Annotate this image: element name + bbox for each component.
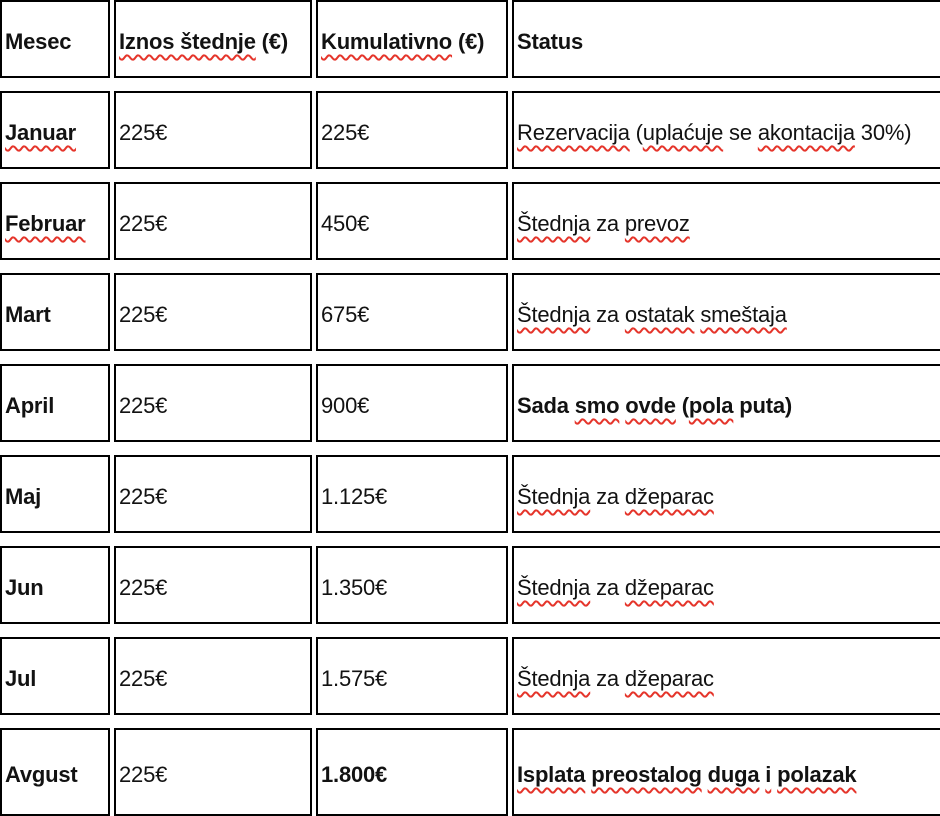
- cell-month-jun: [0, 546, 110, 624]
- cell-cumulative: [316, 455, 508, 533]
- month-label: April: [5, 393, 55, 418]
- month-label: Avgust: [5, 762, 78, 787]
- status-text: Štednja za prevoz: [517, 211, 690, 236]
- cell-month-april: [0, 364, 110, 442]
- cell-status-final: [512, 728, 940, 816]
- cumulative-value: 1.350€: [321, 575, 388, 600]
- amount-value: 225€: [119, 211, 168, 236]
- cumulative-value: 900€: [321, 393, 370, 418]
- amount-value: 225€: [119, 393, 168, 418]
- header-cell-mesec: [0, 0, 110, 78]
- header-label: Status: [517, 29, 584, 54]
- amount-value: 225€: [119, 302, 168, 327]
- month-label: Februar: [5, 211, 86, 236]
- status-text: Rezervacija (uplaćuje se akontacija 30%): [517, 120, 912, 145]
- cell-status: [512, 91, 940, 169]
- cell-status: [512, 273, 940, 351]
- header-label: Mesec: [5, 29, 72, 54]
- cell-cumulative: [316, 273, 508, 351]
- cell-cumulative: [316, 546, 508, 624]
- header-label-misspelled: Kumulativno: [321, 29, 453, 54]
- cell-cumulative-total: [316, 728, 508, 816]
- cell-month-jul: [0, 637, 110, 715]
- cell-amount: [114, 364, 312, 442]
- cumulative-value: 1.575€: [321, 666, 388, 691]
- cell-cumulative: [316, 637, 508, 715]
- amount-value: 225€: [119, 575, 168, 600]
- status-text: Štednja za džeparac: [517, 666, 714, 691]
- header-label: (€): [452, 29, 485, 54]
- status-text: Sada smo ovde (pola puta): [517, 393, 792, 418]
- month-label: Mart: [5, 302, 51, 327]
- status-text: Isplata preostalog duga i polazak: [517, 762, 857, 787]
- header-cell-iznos-stednje: [114, 0, 312, 78]
- amount-value: 225€: [119, 762, 168, 787]
- month-label: Januar: [5, 120, 76, 145]
- month-label: Jul: [5, 666, 37, 691]
- amount-value: 225€: [119, 120, 168, 145]
- cell-status: [512, 455, 940, 533]
- cumulative-value: 225€: [321, 120, 370, 145]
- amount-value: 225€: [119, 666, 168, 691]
- cell-month-maj: [0, 455, 110, 533]
- cumulative-value: 675€: [321, 302, 370, 327]
- month-label: Jun: [5, 575, 44, 600]
- cell-amount: [114, 637, 312, 715]
- cell-amount: [114, 546, 312, 624]
- cell-amount: [114, 182, 312, 260]
- cell-status: [512, 637, 940, 715]
- cell-amount: [114, 728, 312, 816]
- cell-month-avgust: [0, 728, 110, 816]
- cell-status: [512, 182, 940, 260]
- month-label: Maj: [5, 484, 42, 509]
- status-text: Štednja za džeparac: [517, 575, 714, 600]
- header-label: (€): [255, 29, 288, 54]
- cell-month-januar: [0, 91, 110, 169]
- amount-value: 225€: [119, 484, 168, 509]
- cell-amount: [114, 273, 312, 351]
- cumulative-value: 1.800€: [321, 762, 388, 787]
- cumulative-value: 450€: [321, 211, 370, 236]
- cell-amount: [114, 455, 312, 533]
- header-cell-status: [512, 0, 940, 78]
- cell-month-mart: [0, 273, 110, 351]
- cumulative-value: 1.125€: [321, 484, 388, 509]
- header-cell-kumulativno: [316, 0, 508, 78]
- cell-status: [512, 546, 940, 624]
- header-label-misspelled: Iznos štednje: [119, 29, 256, 54]
- cell-cumulative: [316, 364, 508, 442]
- cell-cumulative: [316, 91, 508, 169]
- cell-status-current: [512, 364, 940, 442]
- cell-month-februar: [0, 182, 110, 260]
- status-text: Štednja za džeparac: [517, 484, 714, 509]
- status-text: Štednja za ostatak smeštaja: [517, 302, 787, 327]
- cell-cumulative: [316, 182, 508, 260]
- cell-amount: [114, 91, 312, 169]
